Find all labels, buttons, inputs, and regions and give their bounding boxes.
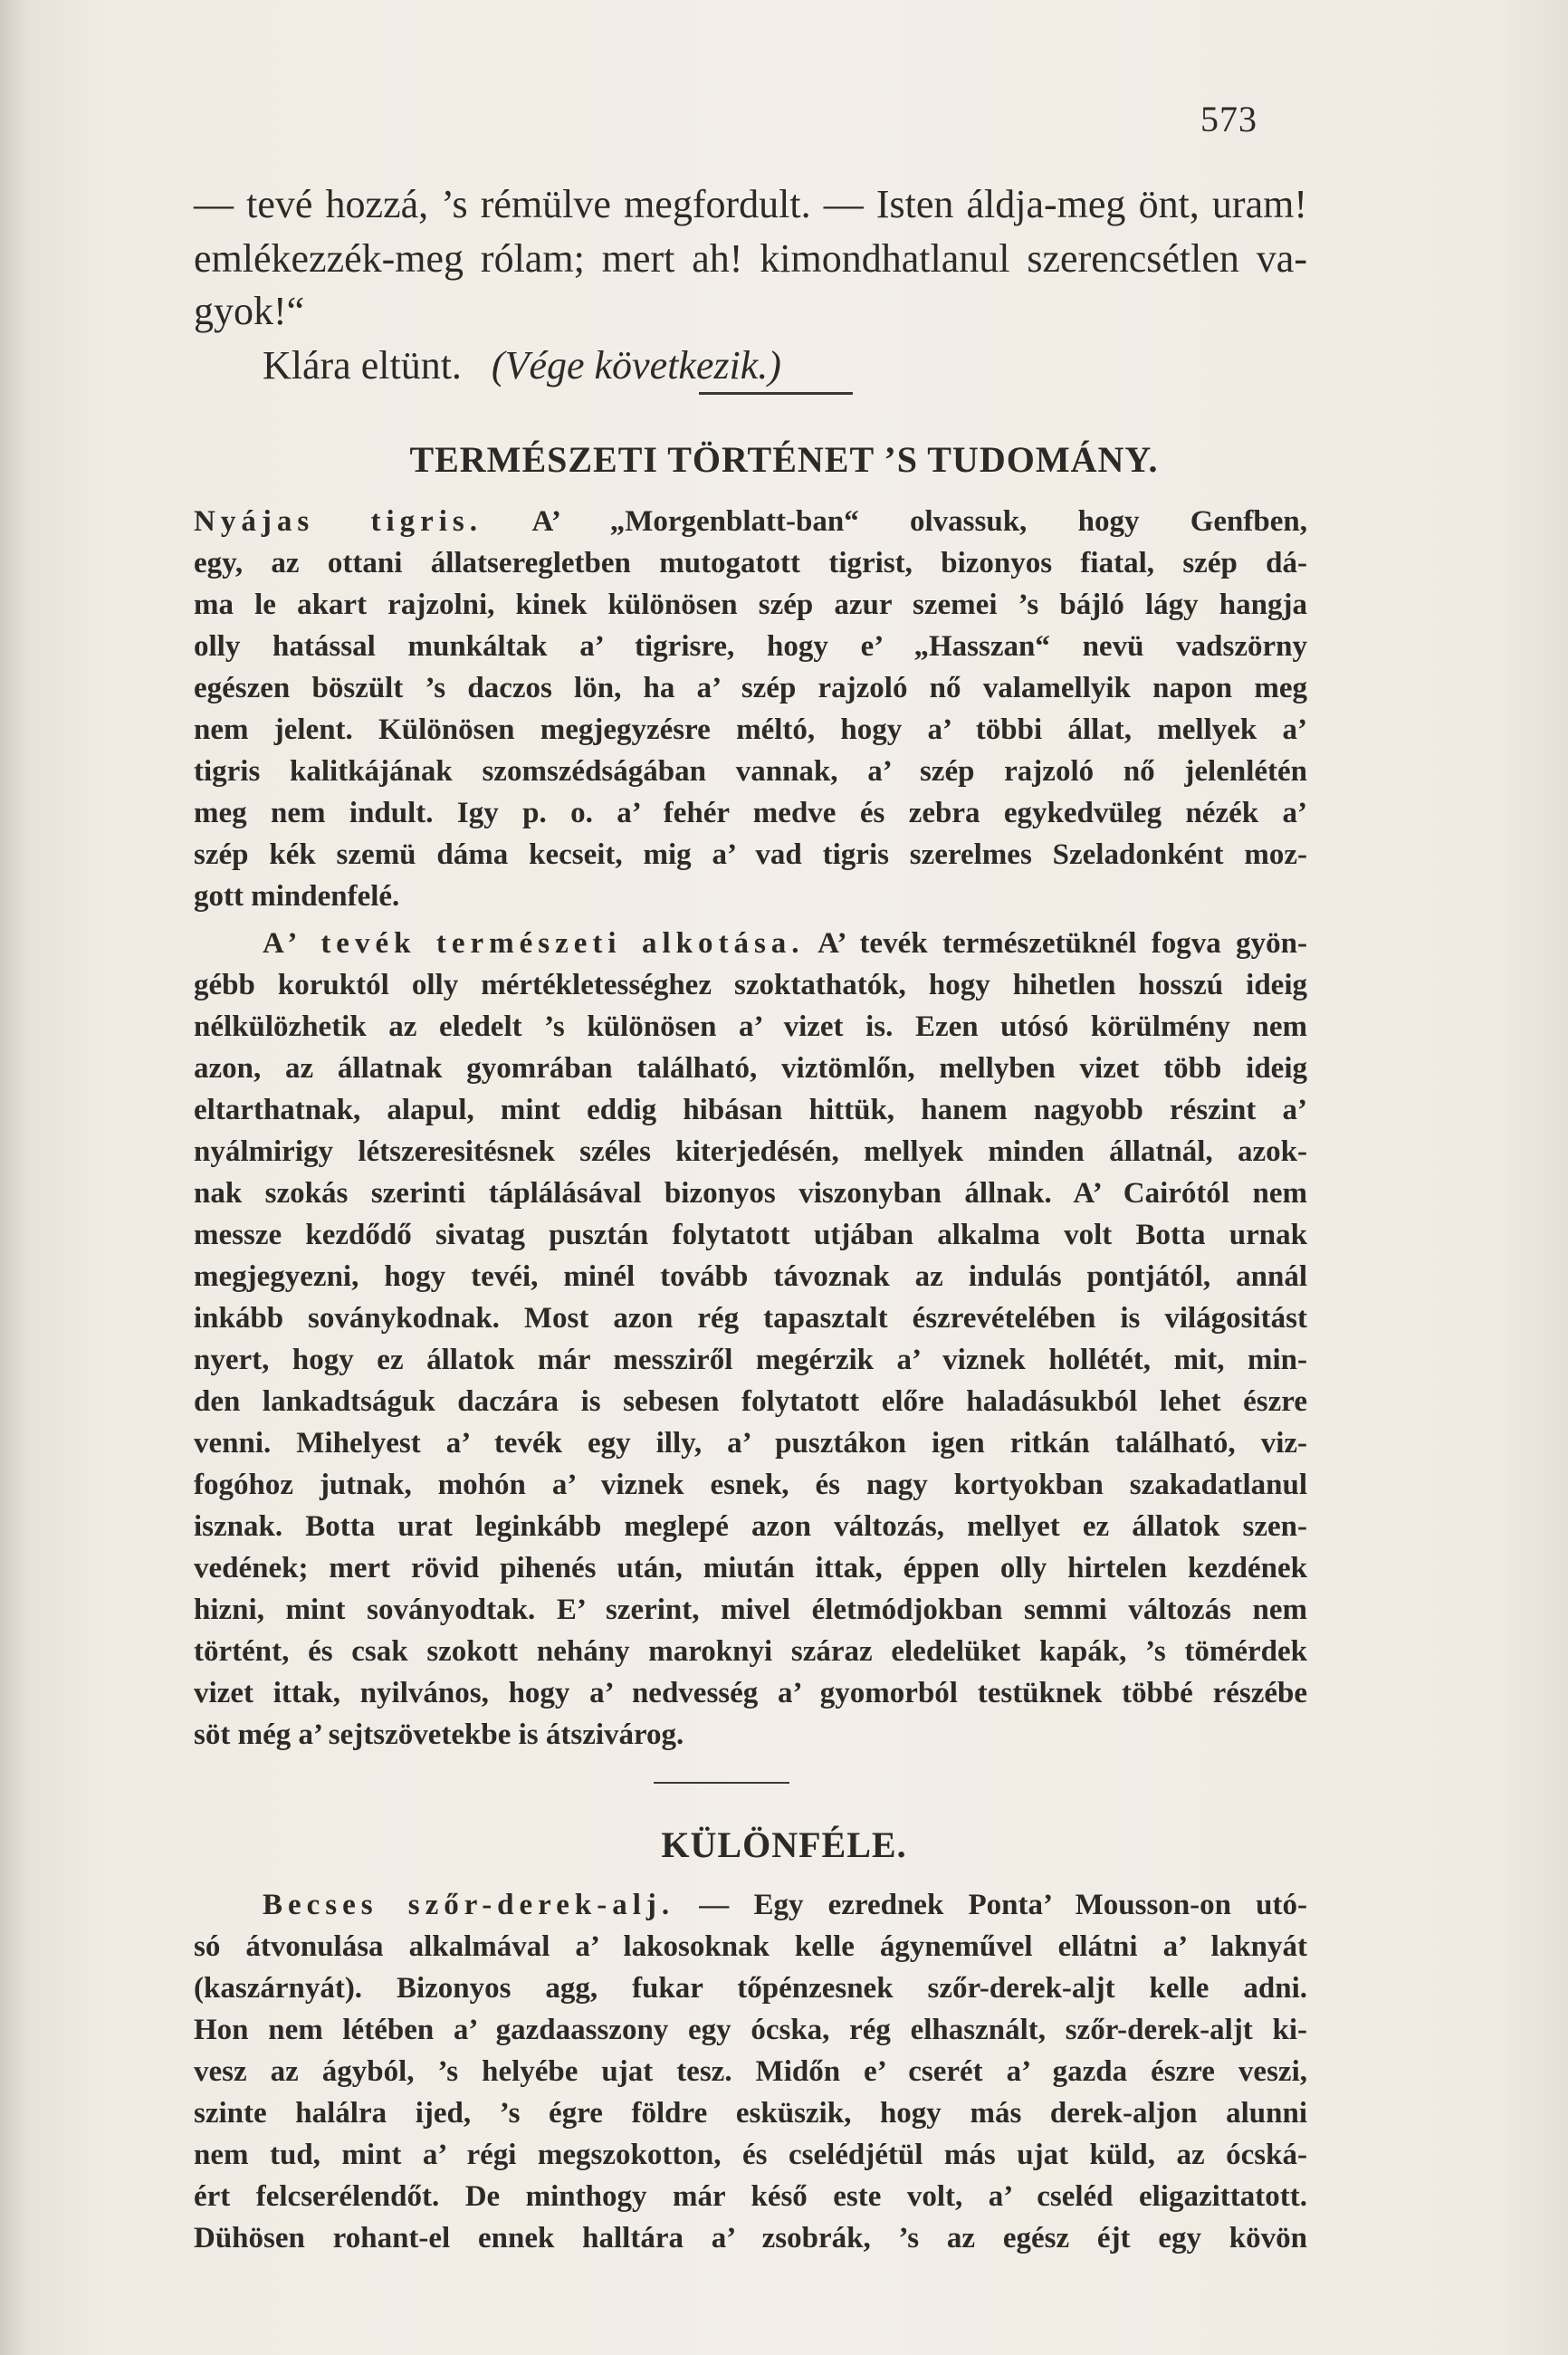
- text-line: nyálmirigy létszeresitésnek széles kiterjedésén, mellyek minden állatnál, azok-: [194, 1135, 1307, 1168]
- story-line: — tevé hozzá, ’s rémülve megfordult. — Isten áldja-meg önt, uram!: [194, 182, 1307, 226]
- text-line: vesz az ágyból, ’s helyébe ujat tesz. Midőn e’ cserét a’ gazda észre veszi,: [194, 2055, 1307, 2088]
- story-closing-text: Klára eltünt.: [263, 343, 462, 388]
- text-line: meg nem indult. Igy p. o. a’ fehér medve és zebra egykedvüleg nézék a’: [194, 797, 1307, 829]
- divider-rule: [654, 1782, 789, 1784]
- text-line: tigris kalitkájának szomszédságában vannak, a’ szép rajzoló nő jelenlétén: [194, 755, 1307, 788]
- text-line: fogóhoz jutnak, mohón a’ viznek esnek, és nagy kortyokban szakadatlanul: [194, 1469, 1307, 1501]
- text-line: azon, az állatnak gyomrában található, viztömlőn, mellyben vizet több ideig: [194, 1052, 1307, 1085]
- text-line: hizni, mint soványodtak. E’ szerint, mivel életmódjokban semmi változás nem: [194, 1594, 1307, 1626]
- article-title-tiger: Nyájas tigris.: [194, 505, 483, 538]
- text-line: nak szokás szerinti táplálásával bizonyos viszonyban állnak. A’ Cairótól nem: [194, 1177, 1307, 1210]
- text-line: den lankadtságuk daczára is sebesen folytatott előre haladásukból lehet észre: [194, 1385, 1307, 1418]
- story-line: gyok!“: [194, 289, 305, 333]
- text-line: nem tud, mint a’ régi megszokotton, és cselédjétül más ujat küld, az ócská-: [194, 2139, 1307, 2171]
- text-line: gébb koruktól olly mértékletességhez szoktathatók, hogy hihetlen hosszú ideig: [194, 969, 1307, 1001]
- text-line: egészen böszült ’s daczos lön, ha a’ szép rajzoló nő valamellyik napon meg: [194, 672, 1307, 704]
- text-line: isznak. Botta urat leginkább meglepé azon változás, mellyet ez állatok szen-: [194, 1510, 1307, 1543]
- text-line: venni. Mihelyest a’ tevék egy illy, a’ pusztákon igen ritkán található, viz-: [194, 1427, 1307, 1460]
- paragraph-first-line: [194, 927, 1307, 961]
- section-heading-natural-history: TERMÉSZETI TÖRTÉNET ’S TUDOMÁNY.: [409, 439, 1159, 480]
- article-text: A’ tevék természetüknél fogva gyön-: [817, 927, 1307, 960]
- text-line: vedének; mert rövid pihenés után, miután ittak, éppen olly hirtelen kezdének: [194, 1552, 1307, 1584]
- text-line: nem jelent. Különösen megjegyzésre méltó, hogy a’ többi állat, mellyek a’: [194, 713, 1307, 746]
- text-line: (kaszárnyát). Bizonyos agg, fukar tőpénzesnek szőr-derek-aljt kelle adni.: [194, 1972, 1307, 2005]
- text-line: ért felcserélendőt. De minthogy már késő este volt, a’ cseléd eligazittatott.: [194, 2180, 1307, 2213]
- article-title-camels: A’ tevék természeti alkotása.: [263, 927, 805, 960]
- text-line: eltarthatnak, alapul, mint eddig hibásan hittük, hanem nagyobb részint a’: [194, 1094, 1307, 1126]
- text-line: Hon nem létében a’ gazdaasszony egy ócska, rég elhasznált, szőr-derek-aljt ki-: [194, 2014, 1307, 2046]
- text-line: nélkülözhetik az eledelt ’s különösen a’ vizet is. Ezen utósó körülmény nem: [194, 1010, 1307, 1043]
- section-heading-miscellany: KÜLÖNFÉLE.: [661, 1824, 907, 1865]
- text-line: szinte halálra ijed, ’s égre földre esküszik, hogy más derek-aljon alunni: [194, 2097, 1307, 2130]
- text-line: vizet ittak, nyilvános, hogy a’ nedvesség a’ gyomorból testüknek többé részébe: [194, 1677, 1307, 1709]
- text-line: só átvonulása alkalmával a’ lakosoknak kelle ágyneművel ellátni a’ laknyát: [194, 1930, 1307, 1963]
- text-line: messze kezdődő sivatag pusztán folytatott utjában alkalma volt Botta urnak: [194, 1219, 1307, 1251]
- article-text: A’ „Morgenblatt-ban“ olvassuk, hogy Genfben,: [531, 505, 1307, 538]
- text-line: egy, az ottani állatseregletben mutogatott tigrist, bizonyos fiatal, szép dá-: [194, 547, 1307, 579]
- page-number: 573: [1200, 99, 1257, 139]
- continuation-note: (Vége következik.): [491, 343, 781, 388]
- text-line: söt még a’ sejtszövetekbe is átszivárog.: [194, 1718, 684, 1751]
- text-line: ma le akart rajzolni, kinek különösen szép azur szemei ’s bájló lágy hangja: [194, 589, 1307, 621]
- divider-rule: [699, 392, 853, 395]
- article-title-mattress: Becses szőr-derek-alj.: [263, 1889, 675, 1921]
- text-line: nyert, hogy ez állatok már messziről megérzik a’ viznek hollétét, mit, min-: [194, 1344, 1307, 1376]
- text-line: megjegyezni, hogy tevéi, minél tovább távoznak az indulás pontjától, annál: [194, 1260, 1307, 1293]
- story-line: emlékezzék-meg rólam; mert ah! kimondhatlanul szerencsétlen va-: [194, 236, 1307, 281]
- text-line: Dühösen rohant-el ennek halltára a’ zsobrák, ’s az egész éjt egy kövön: [194, 2222, 1307, 2254]
- text-line: szép kék szemü dáma kecseit, mig a’ vad tigris szerelmes Szeladonként moz-: [194, 838, 1307, 871]
- article-text: — Egy ezrednek Ponta’ Mousson-on utó-: [699, 1889, 1307, 1921]
- text-line: gott mindenfelé.: [194, 880, 400, 913]
- story-last-line: [194, 342, 1307, 388]
- paragraph-first-line: [194, 1889, 1307, 1922]
- text-line: inkább soványkodnak. Most azon rég tapasztalt észrevételében is világositást: [194, 1302, 1307, 1335]
- paragraph-first-line: [194, 505, 1307, 539]
- text-line: történt, és csak szokott nehány maroknyi száraz eledelüket kapák, ’s tömérdek: [194, 1635, 1307, 1668]
- text-line: olly hatással munkáltak a’ tigrisre, hogy e’ „Hasszan“ nevü vadszörny: [194, 630, 1307, 663]
